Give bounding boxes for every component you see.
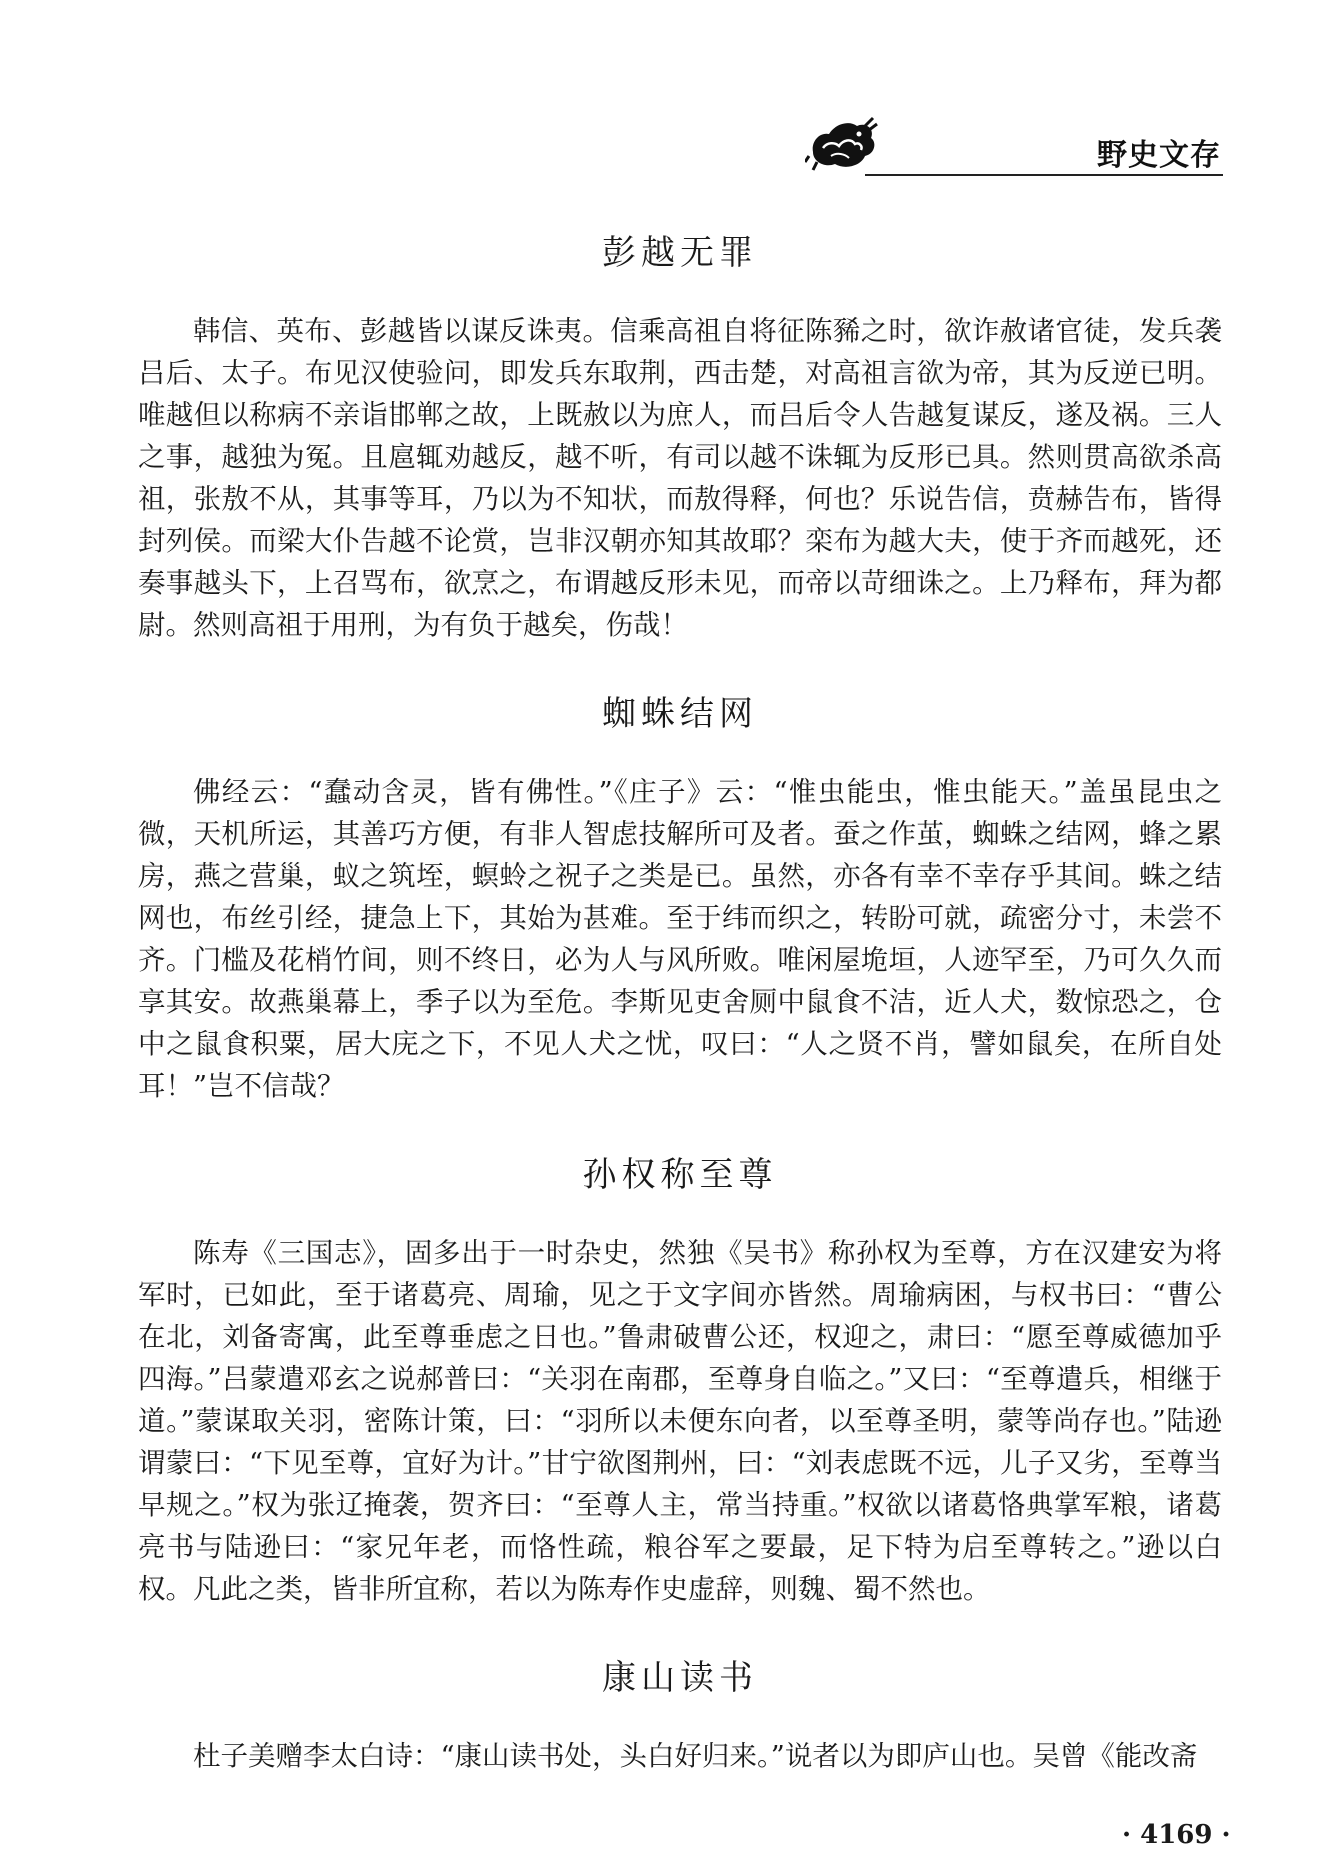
section-title: 孙权称至尊 bbox=[582, 1155, 778, 1195]
header-rule bbox=[865, 174, 1223, 176]
section-paragraph: 陈寿《三国志》，固多出于一时杂史，然独《吴书》称孙权为至尊，方在汉建安为将军时，已如此，至于诸葛亮、周瑜，见之于文字间亦皆然。周瑜病困，与权书曰：“曹公在北，刘备寄寓，此至尊垂虑之日也。”鲁肃破曹公还，权迎之，肃曰：“愿至尊威德加乎四海。”吕蒙遣邓玄之说郝普曰：“关羽在南郡，至尊身自临之。”又曰：“至尊遣兵，相继于道。”蒙谋取关羽，密陈计策，曰：“羽所以未便东向者，以至尊圣明，蒙等尚存也。”陆逊谓蒙曰：“下见至尊，宜好为计。”甘宁欲图荆州，曰：“刘表虑既不远，儿子又劣，至尊当早规之。”权为张辽掩袭，贺齐曰：“至尊人主，常当持重。”权欲以诸葛恪典掌军粮，诸葛亮书与陆逊曰：“家兄年老，而恪性疏，粮谷军之要最，足下特为启至尊转之。”逊以白权。凡此之类，皆非所宜称，若以为陈寿作史虚辞，则魏、蜀不然也。 bbox=[138, 1237, 1222, 1605]
article-body bbox=[138, 225, 1222, 1817]
series-title: 野史文存 bbox=[1097, 138, 1221, 173]
section-title: 康山读书 bbox=[602, 1658, 758, 1698]
page-header bbox=[805, 108, 1223, 180]
section-paragraph: 佛经云：“蠢动含灵，皆有佛性。”《庄子》云：“惟虫能虫，惟虫能天。”盖虽昆虫之微，天机所运，其善巧方便，有非人智虑技解所可及者。蚕之作茧，蜘蛛之结网，蜂之累房，燕之营巢，蚁之筑垤，螟蛉之祝子之类是已。虽然，亦各有幸不幸存乎其间。蛛之结网也，布丝引经，捷急上下，其始为甚难。至于纬而织之，转盼可就，疏密分寸，未尝不齐。门槛及花梢竹间，则不终日，必为人与风所败。唯闲屋垝垣，人迹罕至，乃可久久而享其安。故燕巢幕上，季子以为至危。李斯见吏舍厕中鼠食不洁，近人犬，数惊恐之，仓中之鼠食积粟，居大庑之下，不见人犬之忧，叹曰：“人之贤不肖，譬如鼠矣，在所自处耳！”岂不信哉？ bbox=[138, 776, 1222, 1102]
section-paragraph: 杜子美赠李太白诗：“康山读书处，头白好归来。”说者以为即庐山也。吴曾《能改斋 bbox=[193, 1740, 1198, 1772]
section-title: 彭越无罪 bbox=[602, 233, 758, 273]
section-paragraph: 韩信、英布、彭越皆以谋反诛夷。信乘高祖自将征陈豨之时，欲诈赦诸官徒，发兵袭吕后、太子。布见汉使验问，即发兵东取荆，西击楚，对高祖言欲为帝，其为反逆已明。唯越但以称病不亲诣邯郸之故，上既赦以为庶人，而吕后令人告越复谋反，遂及祸。三人之事，越独为冤。且扈辄劝越反，越不听，有司以越不诛辄为反形已具。然则贯高欲杀高祖，张敖不从，其事等耳，乃以为不知状，而敖得释，何也？乐说告信，贲赫告布，皆得封列侯。而梁大仆告越不论赏，岂非汉朝亦知其故耶？栾布为越大夫，使于齐而越死，还奏事越头下，上召骂布，欲烹之，布谓越反形未见，而帝以苛细诛之。上乃释布，拜为都尉。然则高祖于用刑，为有负于越矣，伤哉！ bbox=[138, 315, 1222, 641]
dragon-emblem-icon bbox=[805, 112, 879, 172]
page-number: · 4169 · bbox=[1122, 1820, 1231, 1850]
section-title: 蜘蛛结网 bbox=[602, 694, 758, 734]
